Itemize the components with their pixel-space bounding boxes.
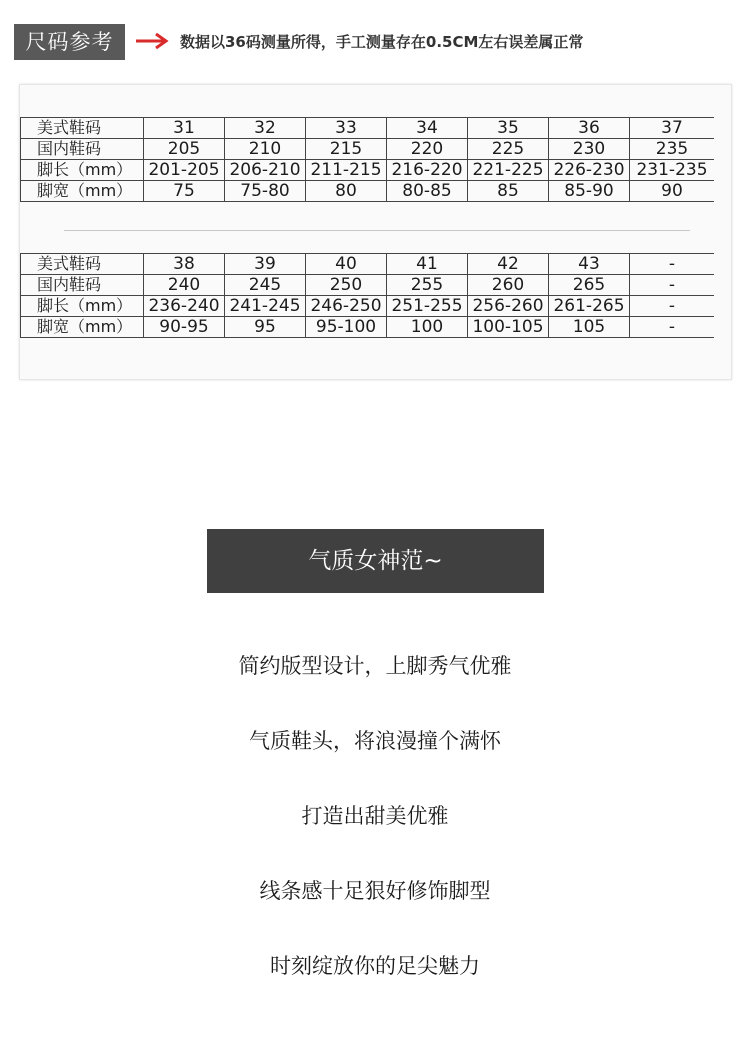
row-label: 国内鞋码 [21,139,144,160]
table-cell: 230 [549,139,630,160]
table-cell: 206-210 [225,160,306,181]
row-label: 脚宽（mm） [21,181,144,202]
table-cell: 256-260 [468,296,549,317]
table-cell: 34 [387,118,468,139]
table-cell: 216-220 [387,160,468,181]
table-row-us-size [21,118,715,139]
table-cell: 42 [468,254,549,275]
table-cell: 225 [468,139,549,160]
table-cell: 85 [468,181,549,202]
table-cell: - [630,275,715,296]
table-cell: 39 [225,254,306,275]
table-cell: 43 [549,254,630,275]
size-reference-title: 尺码参考 [14,24,125,60]
table-cell: 41 [387,254,468,275]
table-cell: 85-90 [549,181,630,202]
table-row-foot-length [21,160,715,181]
table-cell: 255 [387,275,468,296]
table-cell: 235 [630,139,715,160]
table-cell: 90 [630,181,715,202]
measurement-note: 数据以36码测量所得，手工测量存在0.5CM左右误差属正常 [180,33,584,51]
description-line: 时刻绽放你的足尖魅力 [270,954,480,978]
table-cell: 245 [225,275,306,296]
table-row-cn-size [21,275,715,296]
table-cell: 250 [306,275,387,296]
row-label: 美式鞋码 [21,118,144,139]
table-cell: 100-105 [468,317,549,338]
table-cell: 80 [306,181,387,202]
table-row-foot-length [21,296,715,317]
table-cell: 231-235 [630,160,715,181]
size-table-31-37 [20,117,714,202]
row-label: 脚宽（mm） [21,317,144,338]
table-cell: 31 [144,118,225,139]
description-line: 打造出甜美优雅 [301,804,449,828]
table-cell: 220 [387,139,468,160]
table-cell: 105 [549,317,630,338]
table-cell: 226-230 [549,160,630,181]
table-cell: 35 [468,118,549,139]
row-label: 脚长（mm） [21,160,144,181]
table-cell: 205 [144,139,225,160]
description-line: 气质鞋头，将浪漫撞个满怀 [249,729,501,753]
table-cell: 261-265 [549,296,630,317]
table-cell: 210 [225,139,306,160]
table-cell: 260 [468,275,549,296]
table-cell: 32 [225,118,306,139]
table-cell: 241-245 [225,296,306,317]
table-cell: 265 [549,275,630,296]
table-cell: 90-95 [144,317,225,338]
table-cell: 80-85 [387,181,468,202]
row-label: 美式鞋码 [21,254,144,275]
table-cell: 211-215 [306,160,387,181]
description-line: 简约版型设计，上脚秀气优雅 [238,654,512,678]
table-cell: 37 [630,118,715,139]
table-cell: 40 [306,254,387,275]
table-divider [64,230,690,231]
size-table-38-43 [20,253,714,338]
table-cell: 75-80 [225,181,306,202]
arrow-right-icon [134,30,170,52]
table-cell: 251-255 [387,296,468,317]
table-cell: 201-205 [144,160,225,181]
description-line: 线条感十足狠好修饰脚型 [259,879,491,903]
table-cell: - [630,254,715,275]
table-row-us-size [21,254,715,275]
table-row-foot-width [21,317,715,338]
table-cell: - [630,317,715,338]
table-cell: 95 [225,317,306,338]
table-cell: 100 [387,317,468,338]
table-cell: 95-100 [306,317,387,338]
table-cell: - [630,296,715,317]
table-cell: 246-250 [306,296,387,317]
table-row-cn-size [21,139,715,160]
table-cell: 38 [144,254,225,275]
size-reference-header [14,22,664,62]
table-cell: 236-240 [144,296,225,317]
table-row-foot-width [21,181,715,202]
table-cell: 221-225 [468,160,549,181]
table-cell: 36 [549,118,630,139]
row-label: 国内鞋码 [21,275,144,296]
style-banner: 气质女神范~ [207,529,544,593]
table-cell: 240 [144,275,225,296]
table-cell: 33 [306,118,387,139]
table-cell: 75 [144,181,225,202]
row-label: 脚长（mm） [21,296,144,317]
table-cell: 215 [306,139,387,160]
